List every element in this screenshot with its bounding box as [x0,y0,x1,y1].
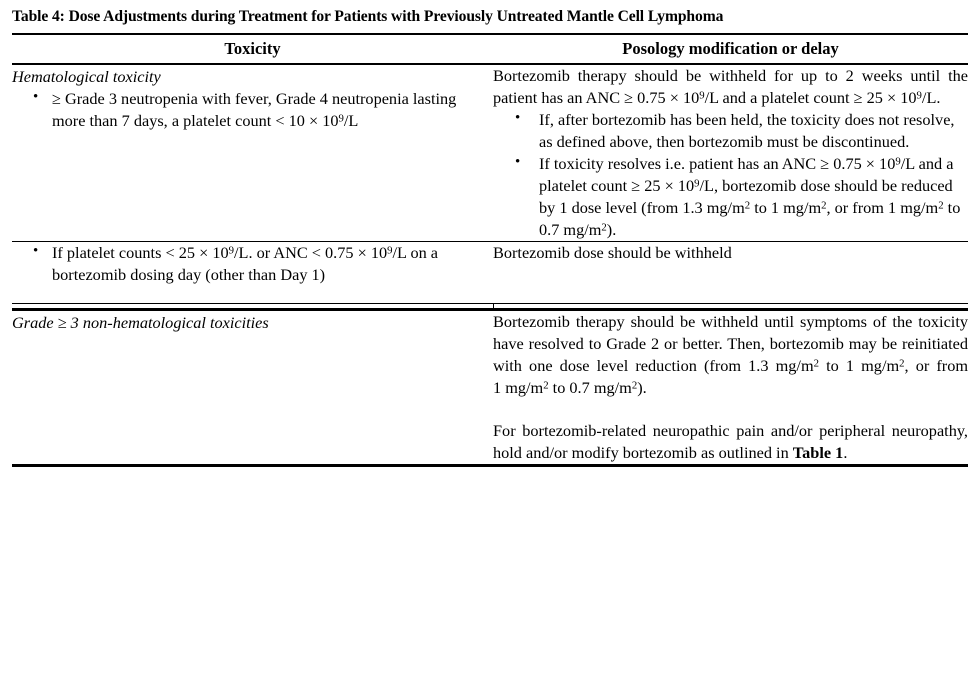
table-row [12,241,968,304]
row1-left-bullet-list [12,88,493,132]
table-row [12,64,968,241]
header-cell-posology [493,34,968,64]
row1-right-bullet-2-text: If toxicity resolves i.e. patient has an ANC ≥ $0.75 \times 10^9/L$ and a platelet count ≥ $25 \times 10^9/L$, bortezomib dose should be reduced by 1 dose level (from 1.3 $mg/m^2$ to 1 $mg/m^2$, or from 1 $mg/m^2$ to 0.7 $mg/m^2$). [539,154,961,239]
list-item [12,242,493,286]
row3-right-paragraph-1: Bortezomib therapy should be withheld until symptoms of the toxicity have resolved to Grade 2 or better. Then, bortezomib may be reinitiated with one dose level reduction (from 1.3 $mg/m^2$ to 1 $mg/m^2$, or from 1 $mg/m^2$ to 0.7 $mg/m^2$). [493,312,969,398]
header-label-posology: Posology modification or delay [622,39,839,59]
table-caption: Table 4: Dose Adjustments during Treatment for Patients with Previously Untreated Mantle Cell Lymphoma [12,8,724,25]
header-label-toxicity: Toxicity [224,39,281,59]
table-row [12,310,968,465]
row2-left-bullet-list [12,242,493,286]
row1-cell-posology [493,64,968,241]
header-cell-toxicity [12,34,493,64]
row3-left-heading: Grade ≥ 3 non-hematological toxicities [12,313,269,333]
row3-right-paragraph-2: For bortezomib-related neuropathic pain and/or peripheral neuropathy, hold and/or modify bortezomib as outlined in Table 1. [493,421,968,462]
list-item [12,88,493,132]
table-header-row [12,34,968,64]
dose-adjustment-table [12,33,968,467]
row1-cell-toxicity [12,64,493,241]
row1-right-paragraph: Bortezomib therapy should be withheld for up to 2 weeks until the patient has an ANC ≥ $0.75 \times 10^9/L$ and a platelet count ≥ $25 \times 10^9/L$. [493,66,968,108]
row3-cell-posology [493,310,968,465]
row2-left-spacer [12,285,493,303]
row2-left-bullet-text: If platelet counts < $25 \times 10^9/L$. or ANC < $0.75 \times 10^9/L$ on a bortezomib dosing day (other than Day 1) [52,242,439,284]
row1-left-bullet-text: ≥ Grade 3 neutropenia with fever, Grade 4 neutropenia lasting more than 7 days, a platelet count < $10 \times 10^9/L$ [52,89,457,131]
list-item [493,153,968,241]
row2-cell-posology [493,241,968,304]
row1-right-bullet-1-text: If, after bortezomib has been held, the toxicity does not resolve, as defined above, then bortezomib must be discontinued. [539,110,955,152]
row3-cell-toxicity [12,310,493,465]
list-item [493,109,968,153]
row2-cell-toxicity [12,241,493,304]
row1-right-bullet-list [493,109,968,240]
row1-left-heading: Hematological toxicity [12,67,161,87]
row2-right-paragraph: Bortezomib dose should be withheld [493,242,732,262]
table-1-reference: Table 1 [792,443,844,462]
